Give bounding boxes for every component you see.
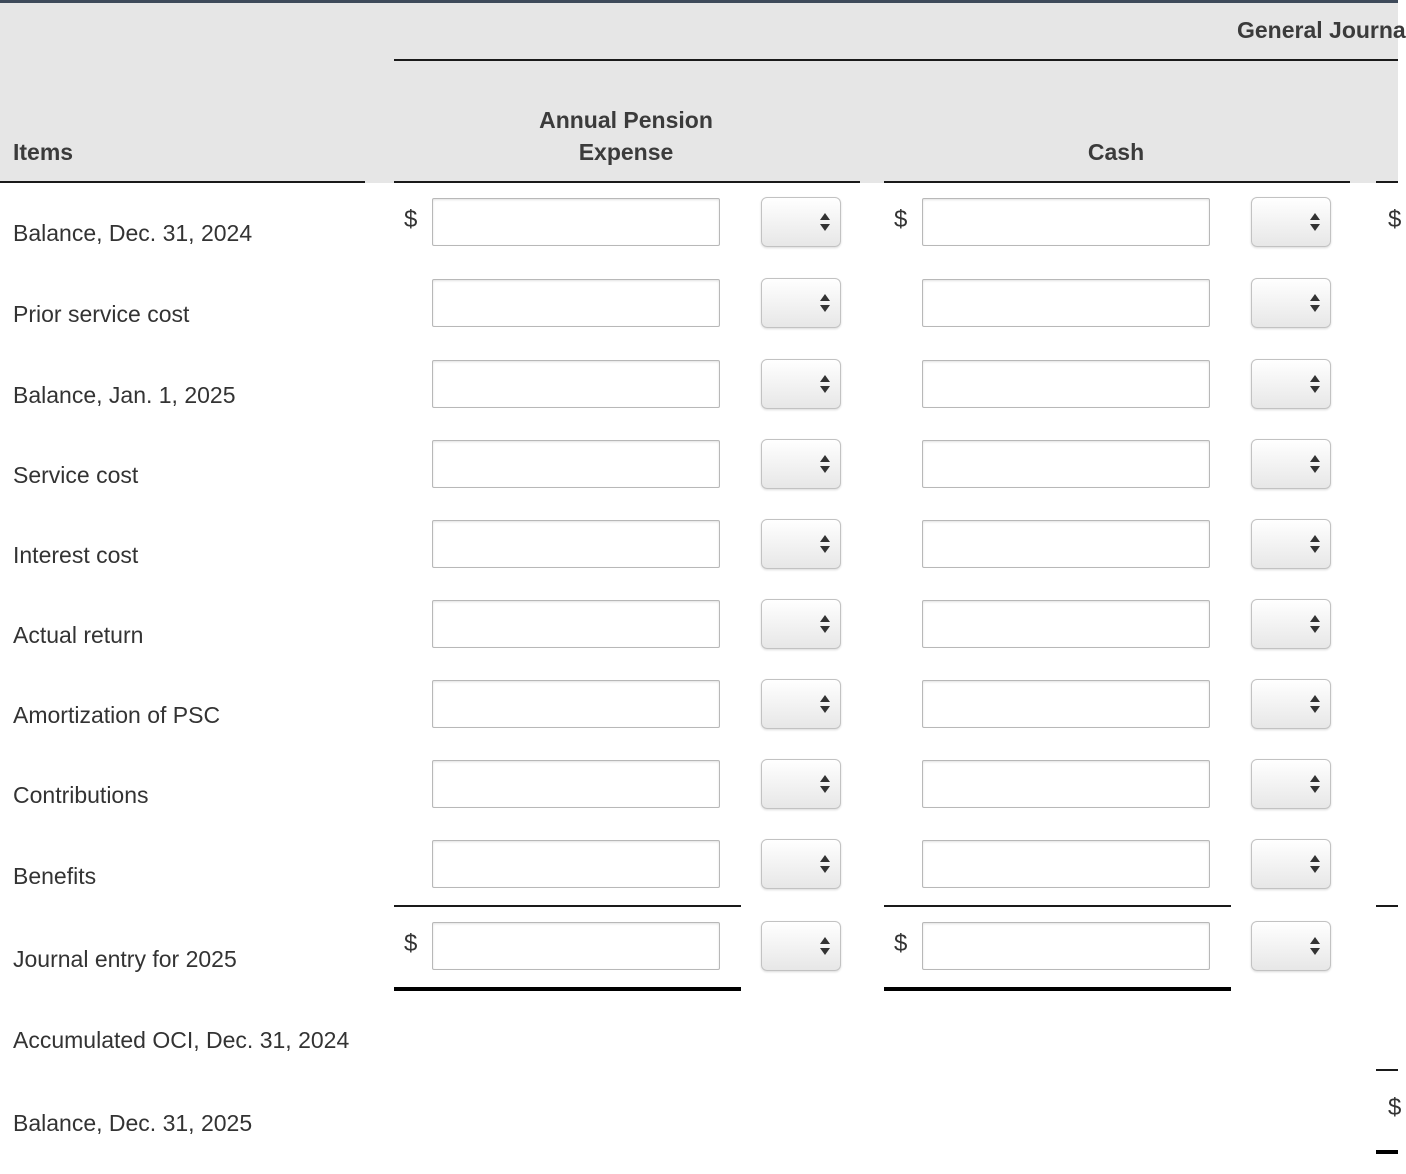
cash-dr-cr-select[interactable] [1251,599,1331,649]
up-down-arrows-icon [1309,692,1321,716]
up-down-arrows-icon [819,452,831,476]
up-down-arrows-icon [1309,210,1321,234]
pension-amount-input[interactable] [432,360,720,408]
up-down-arrows-icon [1309,291,1321,315]
cash-amount-input[interactable] [922,198,1210,246]
cash-amount-input[interactable] [922,520,1210,568]
up-down-arrows-icon [1309,934,1321,958]
cash-dr-cr-select[interactable] [1251,359,1331,409]
cash-amount-input[interactable] [922,360,1210,408]
row-label-interest-cost: Interest cost [13,542,139,568]
row-label-service-cost: Service cost [13,462,139,488]
up-down-arrows-icon [819,852,831,876]
general-journal-rule [394,59,1398,61]
pension-subtotal-rule [394,905,741,907]
cash-dr-cr-select[interactable] [1251,839,1331,889]
pension-amount-input[interactable] [432,840,720,888]
currency-symbol: $ [1388,206,1402,233]
row-label-balance-jan-2025: Balance, Jan. 1, 2025 [13,382,236,408]
cash-dr-cr-select[interactable] [1251,197,1331,247]
header-line2: Cash [1087,139,1145,165]
up-down-arrows-icon [819,210,831,234]
pension-dr-cr-select[interactable] [761,439,841,489]
header-line1: Annual Pension [539,107,713,133]
items-header-rule [0,181,365,183]
up-down-arrows-icon [1309,532,1321,556]
cash-amount-input[interactable] [922,440,1210,488]
pension-header-rule [394,181,860,183]
pension-dr-cr-select[interactable] [761,921,841,971]
row-label-prior-service-cost: Prior service cost [13,301,190,327]
row-label-contributions: Contributions [13,782,149,808]
up-down-arrows-icon [1309,372,1321,396]
pension-amount-input[interactable] [432,198,720,246]
cash-amount-input[interactable] [922,840,1210,888]
pension-amount-input[interactable] [432,520,720,568]
cash-dr-cr-select[interactable] [1251,921,1331,971]
cash-subtotal-rule [884,905,1231,907]
pension-dr-cr-select[interactable] [761,599,841,649]
currency-symbol: $ [404,206,418,233]
row-label-accumulated-oci: Accumulated OCI, Dec. 31, 2024 [13,1027,350,1053]
cash-amount-input[interactable] [922,279,1210,327]
header-line2: Expense [578,139,674,165]
pension-dr-cr-select[interactable] [761,197,841,247]
items-column-header: Items [13,139,74,165]
cash-header [970,136,1262,168]
pension-dr-cr-select[interactable] [761,679,841,729]
cash-amount-input[interactable] [922,600,1210,648]
row-label-balance-dec-2025: Balance, Dec. 31, 2025 [13,1110,253,1136]
pension-dr-cr-select[interactable] [761,359,841,409]
pension-dr-cr-select[interactable] [761,519,841,569]
next-subtotal-rule [1376,905,1398,907]
up-down-arrows-icon [819,772,831,796]
pension-amount-input[interactable] [432,600,720,648]
up-down-arrows-icon [1309,452,1321,476]
cash-dr-cr-select[interactable] [1251,439,1331,489]
up-down-arrows-icon [1309,852,1321,876]
cash-header-rule [884,181,1350,183]
cash-dr-cr-select[interactable] [1251,278,1331,328]
cash-amount-input[interactable] [922,922,1210,970]
pension-amount-input[interactable] [432,760,720,808]
up-down-arrows-icon [819,612,831,636]
next-oci-rule [1376,1069,1398,1071]
row-label-balance-dec-2024: Balance, Dec. 31, 2024 [13,220,253,246]
pension-dr-cr-select[interactable] [761,839,841,889]
cash-dr-cr-select[interactable] [1251,679,1331,729]
pension-dr-cr-select[interactable] [761,759,841,809]
cash-dr-cr-select[interactable] [1251,519,1331,569]
row-label-actual-return: Actual return [13,622,144,648]
currency-symbol: $ [894,206,908,233]
pension-amount-input[interactable] [432,440,720,488]
pension-amount-input[interactable] [432,922,720,970]
up-down-arrows-icon [1309,612,1321,636]
cash-dr-cr-select[interactable] [1251,759,1331,809]
next-total-rule [1376,1150,1398,1154]
cash-amount-input[interactable] [922,680,1210,728]
pension-total-rule [394,987,741,991]
next-header-rule [1376,181,1398,183]
pension-dr-cr-select[interactable] [761,278,841,328]
annual-pension-expense-header [480,104,772,168]
up-down-arrows-icon [819,372,831,396]
cash-total-rule [884,987,1231,991]
currency-symbol: $ [1388,1094,1402,1121]
currency-symbol: $ [894,930,908,957]
row-label-journal-entry-2025: Journal entry for 2025 [13,946,237,972]
up-down-arrows-icon [819,692,831,716]
pension-amount-input[interactable] [432,680,720,728]
up-down-arrows-icon [819,934,831,958]
general-journal-header: General Journa [1237,17,1406,43]
up-down-arrows-icon [1309,772,1321,796]
pension-amount-input[interactable] [432,279,720,327]
up-down-arrows-icon [819,532,831,556]
row-label-amortization-psc: Amortization of PSC [13,702,221,728]
row-label-benefits: Benefits [13,863,97,889]
cash-amount-input[interactable] [922,760,1210,808]
up-down-arrows-icon [819,291,831,315]
currency-symbol: $ [404,930,418,957]
